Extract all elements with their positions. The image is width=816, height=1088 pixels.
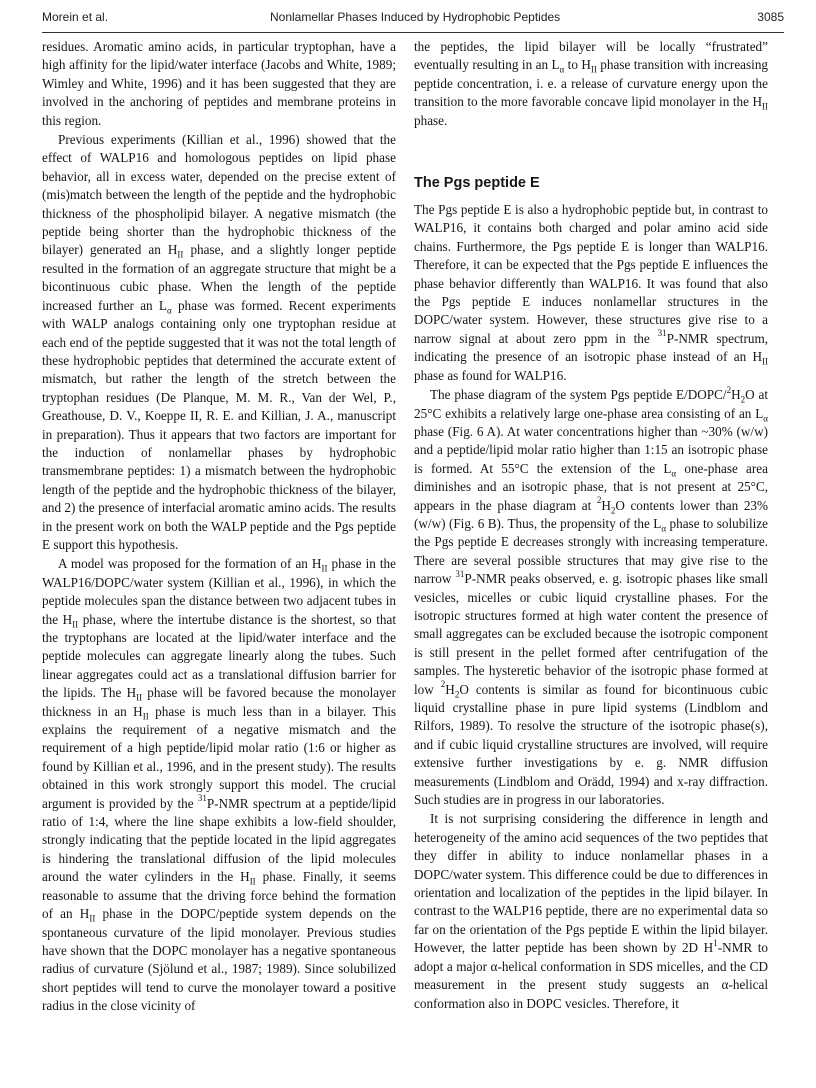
right-column	[414, 38, 768, 1013]
page-number: 3085	[757, 10, 784, 24]
running-header-authors: Morein et al.	[42, 10, 109, 24]
running-header-title: Nonlamellar Phases Induced by Hydrophobic Peptides	[270, 10, 561, 24]
left-column	[42, 38, 396, 1016]
body-paragraph: residues. Aromatic amino acids, in particular tryptophan, have a high affinity for the lipid/water interface (Jacobs and White, 1989; Wimley and White, 1996) and it has been suggested that they are involved in the anchoring of peptides and membrane proteins in this region.	[42, 39, 396, 128]
body-paragraph: the peptides, the lipid bilayer will be locally “frustrated” eventually resulting in an $L_\alpha$ to $H_{II}$ phase transition with increasing peptide concentration, i. e. a release of curvature energy upon the transition to the more favorable concave lipid monolayer in the $H_{II}$ phase.	[414, 39, 769, 128]
section-heading: The Pgs peptide E	[414, 175, 540, 192]
header-rule	[42, 32, 784, 33]
body-paragraph: The phase diagram of the system Pgs peptide $E/DOPC/^2H_2O$ at 25°C exhibits a relatively large one-phase area consisting of an $L_\alpha$ phase (Fig. 6 A). At water concentrations higher than ~30% (w/w) and a peptide/lipid molar ratio higher than 1:15 an isotropic phase is formed. At 55°C the extension of the $L_\alpha$ one-phase area diminishes and an isotropic phase, that is not present at 25°C, appears in the phase diagram at $^2H_2O$ contents lower than 23% (w/w) (Fig. 6 B). Thus, the propensity of the $L_\alpha$ phase to solubilize the Pgs peptide E decreases strongly with increasing temperature. There are several possible structures that may give rise to the narrow $^{31}$P-NMR peaks observed, e. g. isotropic phases like small vesicles, micelles or cubic liquid crystalline phases. For the isotropic structures formed at high water content the presence of small aggregates can be excluded because the isotropic component is still present in the pellet formed after centrifugation of the samples. The hysteretic behavior of the isotropic phase formed at low $^2H_2O$ contents is similar as found for bicontinuous cubic liquid crystalline phase in pure lipid systems (Lindblom and Rilfors, 1989). To resolve the structure of the isotropic phase(s), and if cubic liquid crystalline structures are involved, will require extensive further investigations by e. g. NMR diffusion measurements (Lindblom and Orädd, 1994) and x-ray diffraction. Such studies are in progress in our laboratories.	[414, 384, 769, 808]
body-paragraph: Previous experiments (Killian et al., 1996) showed that the effect of WALP16 and homologous peptides on lipid phase behavior, all in excess water, depended on the precise extent of (mis)match between the length of the peptide and the hydrophobic thickness of the phospholipid bilayer. A negative mismatch (the peptide being shorter than the hydrophobic thickness of the bilayer) generated an $H_{II}$ phase, and a slightly longer peptide resulted in the formation of an aggregate structure that might be a bicontinuous cubic phase. When the length of the peptide increased further an $L_\alpha$ phase was formed. Recent experiments with WALP analogs containing only one tryptophan residue at each end of the peptide suggested that it was not the total length of these hydrophobic peptides that determined the accurate extent of mismatch, but rather the length of the stretch between the tryptophan residues (De Planque, M. M. R., Van der Wel, P., Greathouse, D. V., Koeppe II, R. E. and Killian, J. A., manuscript in preparation). Thus it appears that two factors are important for the induction of nonlamellar phases by hydrophobic transmembrane peptides: 1) a mismatch between the hydrophobic length of the peptide and the hydrophobic thickness of the bilayer, and 2) the presence of interfacial aromatic amino acids. The results in the present work on both the WALP peptide and the Pgs peptide E support this hypothesis.	[42, 132, 396, 552]
running-header	[42, 8, 784, 28]
body-paragraph: It is not surprising considering the difference in length and heterogeneity of the amino acid sequences of the two peptides that they differ in ability to induce nonlamellar phases in a DOPC/water system. This difference could be due to differences in orientation and localization of the peptides in the lipid bilayer. In contrast to the WALP16 peptide, there are no experimental data so far on the orientation of the Pgs peptide E within the lipid bilayer. However, the latter peptide has been shown by 2D $H^1$-NMR to adopt a major α-helical conformation in SDS micelles, and the CD measurement in the present study suggests an α-helical conformation also in DOPC vesicles. Therefore, it	[414, 811, 768, 1011]
body-paragraph: The Pgs peptide E is also a hydrophobic peptide but, in contrast to WALP16, it contains both charged and polar amino acid side chains. Furthermore, the Pgs peptide E is longer than WALP16. Therefore, it can be expected that the Pgs peptide E influences the phase behavior differently than WALP16. It was found that also the Pgs peptide E induces nonlamellar structures in the DOPC/water system. However, these structures give rise to a narrow signal at about zero ppm in the $^{31}$P-NMR spectrum, indicating the presence of an isotropic phase instead of an $H_{II}$ phase as found for WALP16.	[414, 202, 768, 383]
body-paragraph: A model was proposed for the formation of an $H_{II}$ phase in the WALP16/DOPC/water system (Killian et al., 1996), in which the peptide molecules span the distance between two adjacent tubes in the $H_{II}$ phase, where the intertube distance is the shortest, so that the tryptophans are located at the lipid/water interface and the peptide molecules can aggregate linearly along the tubes. Such linear aggregates could act as a translational diffusion barrier for the lipids. The $H_{II}$ phase will be favored because the monolayer thickness in an $H_{II}$ phase is much less than in a bilayer. This explains the requirement of a negative mismatch and the requirement of a high peptide/lipid molar ratio (1:6 or higher as found by Killian et al., 1996, and in the present study). The results obtained in this work strongly support this model. The crucial argument is provided by the $^{31}$P-NMR spectrum at a peptide/lipid ratio of 1:4, where the line shape exhibits a low-field shoulder, strongly indicating that the peptide located in the lipid aggregates is hindering the translational diffusion of the lipid molecules around the water cylinders in the $H_{II}$ phase. Finally, it seems reasonable to assume that the driving force behind the formation of an $H_{II}$ phase in the DOPC/peptide system depends on the spontaneous curvature of the lipid monolayer. Previous studies have shown that the DOPC monolayer has a negative spontaneous radius of curvature (Sjölund et al., 1987; 1989). Since solubilized short peptides will tend to curve the monolayer toward a positive radius in the close vicinity of	[42, 556, 396, 1014]
